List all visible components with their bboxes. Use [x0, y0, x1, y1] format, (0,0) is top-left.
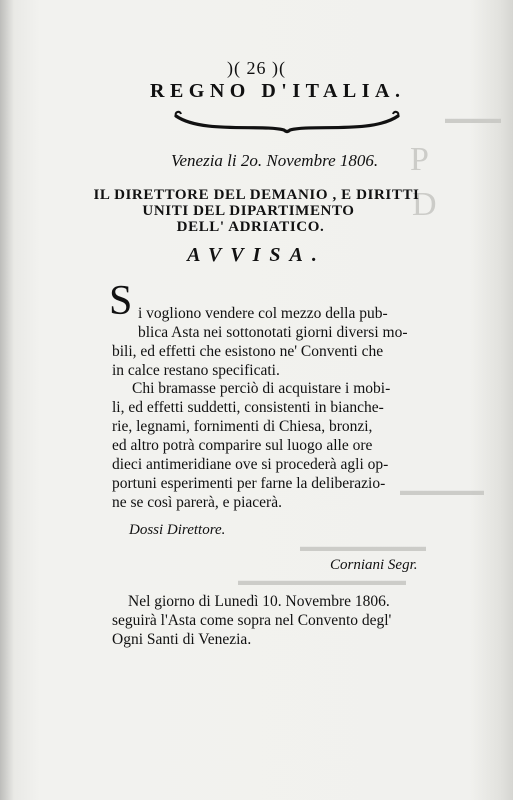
bleed-through-text: ▬▬▬▬▬▬▬▬▬	[300, 540, 426, 555]
issuer-line-2: UNITI DEL DIPARTIMENTO	[142, 203, 355, 219]
paragraph-2-line: Chi bramasse perciò di acquistare i mobi-	[132, 380, 391, 397]
bleed-through-text: ▬▬▬▬	[445, 112, 501, 127]
issuer-line-3: DELL' ADRIATICO.	[176, 219, 325, 235]
paragraph-1-line: bili, ed effetti che esistono ne' Conventi che	[112, 343, 384, 360]
paragraph-1-line: blica Asta nei sottonotati giorni diversi mo-	[138, 324, 408, 341]
page-title: REGNO D'ITALIA.	[150, 80, 406, 102]
secretary-signature: Corniani Segr.	[330, 557, 418, 573]
paragraph-2-line: portuni esperimenti per farne la deliberazio-	[112, 475, 386, 492]
paragraph-2-line: rie, legnami, fornimenti di Chiesa, bronzi,	[112, 418, 373, 435]
paragraph-2-line: ed altro potrà comparire sul luogo alle ore	[112, 437, 373, 454]
page-number: )( 26 )(	[227, 58, 286, 78]
notice-heading: AVVISA.	[187, 244, 326, 266]
bleed-through-text: ▬▬▬▬▬▬▬▬▬▬▬▬	[238, 574, 406, 589]
final-paragraph-line: seguirà l'Asta come sopra nel Convento degl'	[112, 612, 392, 629]
date-line: Venezia li 2o. Novembre 1806.	[171, 151, 379, 170]
final-paragraph-line: Nel giorno di Lunedì 10. Novembre 1806.	[128, 593, 390, 610]
bleed-through-text: D	[412, 186, 437, 223]
issuer-line-1: IL DIRETTORE DEL DEMANIO , E DIRITTI	[93, 187, 420, 203]
director-signature: Dossi Direttore.	[129, 522, 226, 538]
bleed-through-text: ▬▬▬▬▬▬	[400, 484, 484, 499]
ornamental-flourish-icon	[172, 106, 402, 138]
drop-cap: S	[109, 278, 133, 324]
paragraph-2-line: dieci antimeridiane ove si procederà agli op-	[112, 456, 389, 473]
final-paragraph-line: Ogni Santi di Venezia.	[112, 631, 252, 648]
paragraph-2-line: li, ed effetti suddetti, consistenti in bianche-	[112, 399, 384, 416]
paragraph-2-line: ne se così parerà, e piacerà.	[112, 494, 282, 511]
paragraph-1-line: in calce restano specificati.	[112, 362, 280, 379]
bleed-through-text: P	[410, 141, 429, 178]
paragraph-1-line: i vogliono vendere col mezzo della pub-	[138, 305, 388, 322]
